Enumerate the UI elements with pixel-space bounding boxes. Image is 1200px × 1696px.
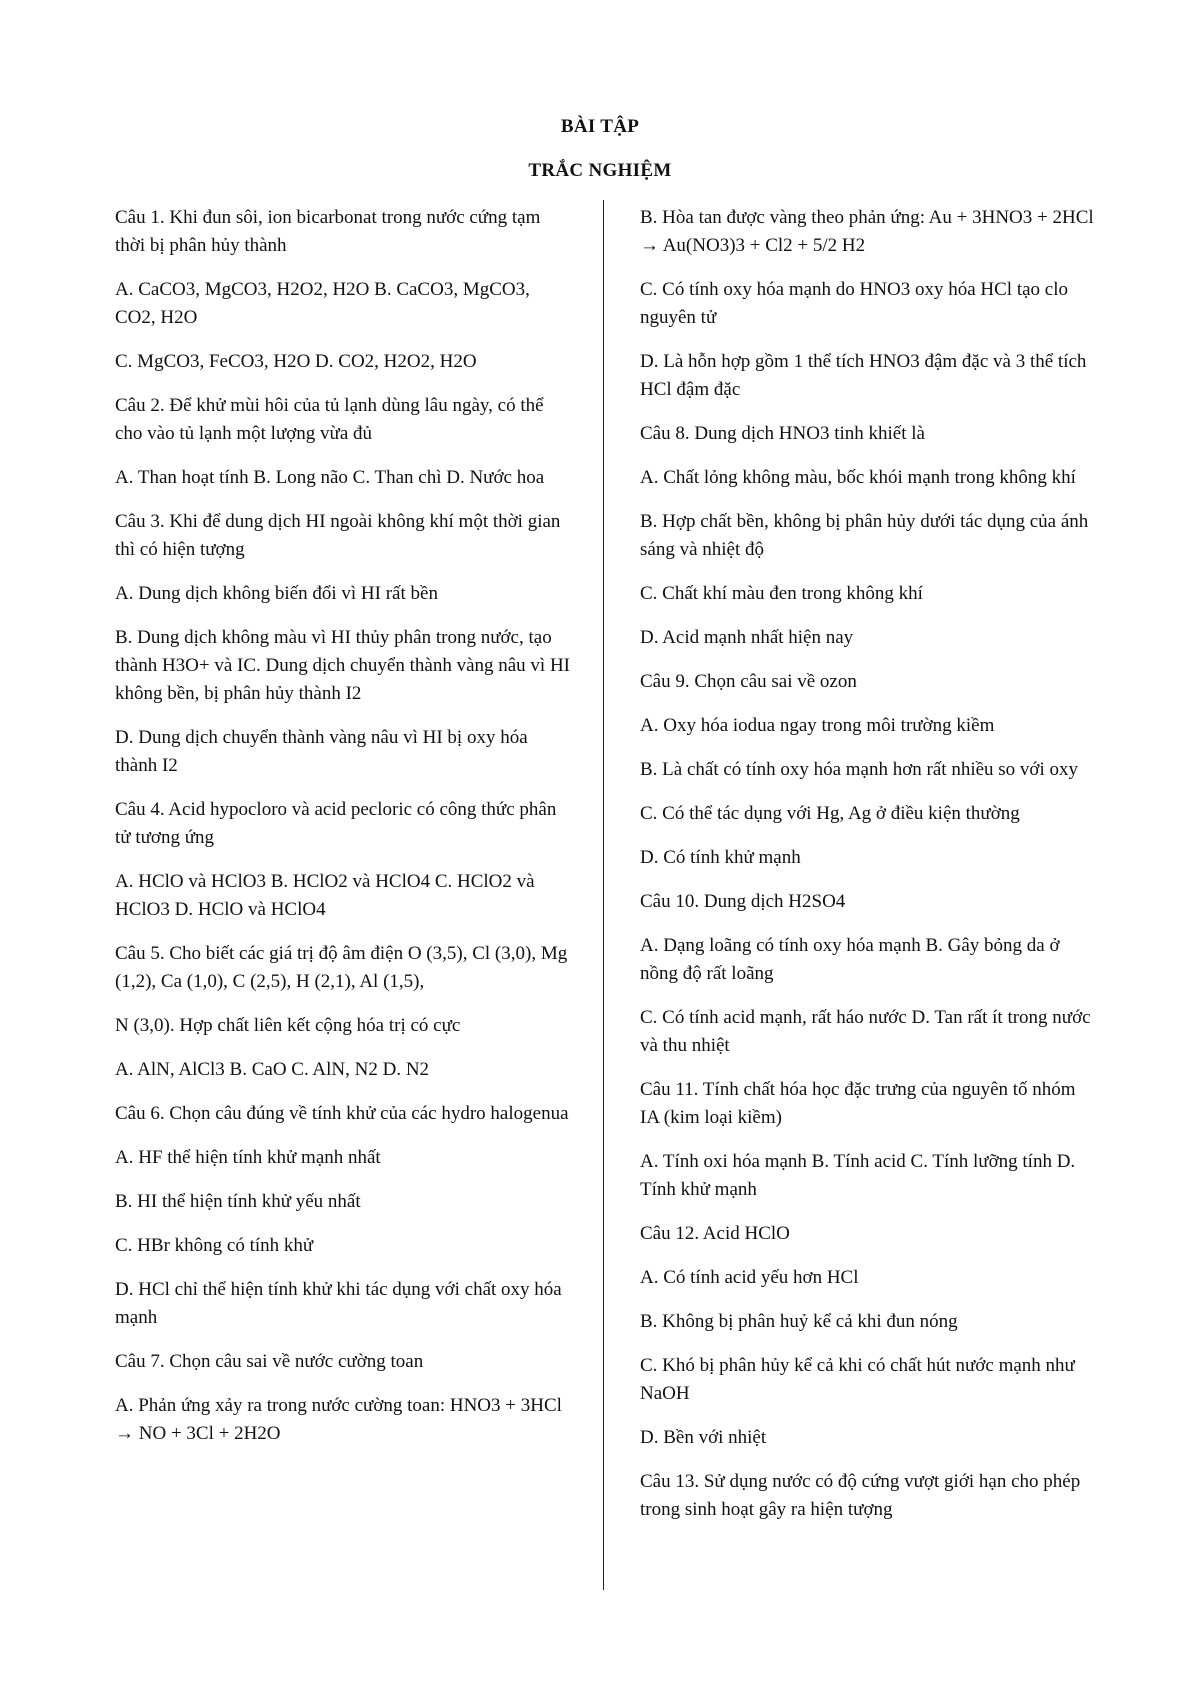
answer-line: B. HI thể hiện tính khử yếu nhất (115, 1191, 361, 1212)
question-line: Câu 9. Chọn câu sai về ozon (640, 671, 857, 692)
answer-line: B. Hợp chất bền, không bị phân hủy dưới tác dụng của ánh sáng và nhiệt độ (640, 511, 1089, 560)
answer-line: D. Bền với nhiệt (640, 1427, 767, 1448)
page-title: BÀI TẬP (560, 116, 640, 137)
answer-line: D. Acid mạnh nhất hiện nay (640, 627, 854, 648)
answer-line: D. Có tính khử mạnh (640, 847, 801, 868)
answer-line: C. Có tính oxy hóa mạnh do HNO3 oxy hóa HCl tạo clo nguyên tử (640, 279, 1068, 328)
page-subtitle: TRẮC NGHIỆM (528, 160, 672, 181)
question-line: N (3,0). Hợp chất liên kết cộng hóa trị có cực (115, 1015, 461, 1036)
answer-line: B. Dung dịch không màu vì HI thủy phân trong nước, tạo thành H3O+ và IC. Dung dịch chuyển thành vàng nâu vì HI không bền, bị phân hủy thành I2 (115, 627, 571, 704)
answer-line: A. Chất lỏng không màu, bốc khói mạnh trong không khí (640, 467, 1076, 488)
answer-line: B. Hòa tan được vàng theo phản ứng: Au + 3HNO3 + 2HCl → Au(NO3)3 + Cl2 + 5/2 H2 (640, 207, 1094, 256)
answer-line: D. Dung dịch chuyển thành vàng nâu vì HI bị oxy hóa thành I2 (115, 727, 528, 776)
question-line: Câu 12. Acid HClO (640, 1223, 790, 1244)
question-line: Câu 8. Dung dịch HNO3 tinh khiết là (640, 423, 925, 444)
answer-line: A. Than hoạt tính B. Long não C. Than chì D. Nước hoa (115, 467, 545, 488)
answer-line: D. Là hỗn hợp gồm 1 thể tích HNO3 đậm đặc và 3 thể tích HCl đậm đặc (640, 351, 1087, 400)
question-line: Câu 10. Dung dịch H2SO4 (640, 891, 846, 912)
question-line: Câu 7. Chọn câu sai về nước cường toan (115, 1351, 424, 1372)
question-line: Câu 13. Sử dụng nước có độ cứng vượt giới hạn cho phép trong sinh hoạt gây ra hiện tượng (640, 1471, 1081, 1520)
column-divider (603, 200, 604, 1590)
answer-line: B. Là chất có tính oxy hóa mạnh hơn rất nhiều so với oxy (640, 759, 1079, 780)
answer-line: C. HBr không có tính khử (115, 1235, 314, 1256)
question-line: Câu 6. Chọn câu đúng về tính khử của các hydro halogenua (115, 1103, 569, 1124)
question-line: Câu 3. Khi để dung dịch HI ngoài không khí một thời gian thì có hiện tượng (115, 511, 561, 560)
right-column (640, 204, 1095, 1540)
question-line: Câu 11. Tính chất hóa học đặc trưng của nguyên tố nhóm IA (kim loại kiềm) (640, 1079, 1076, 1128)
answer-line: C. MgCO3, FeCO3, H2O D. CO2, H2O2, H2O (115, 351, 477, 372)
answer-line: C. Có tính acid mạnh, rất háo nước D. Tan rất ít trong nước và thu nhiệt (640, 1007, 1091, 1056)
answer-line: A. Dung dịch không biến đổi vì HI rất bền (115, 583, 438, 604)
answer-line: A. Dạng loãng có tính oxy hóa mạnh B. Gây bỏng da ở nồng độ rất loãng (640, 935, 1060, 984)
answer-line: A. CaCO3, MgCO3, H2O2, H2O B. CaCO3, MgCO3, CO2, H2O (115, 279, 530, 328)
answer-line: A. Phản ứng xảy ra trong nước cường toan: HNO3 + 3HCl → NO + 3Cl + 2H2O (115, 1395, 562, 1444)
answer-line: A. Có tính acid yếu hơn HCl (640, 1267, 859, 1288)
answer-line: A. HF thể hiện tính khử mạnh nhất (115, 1147, 381, 1168)
answer-line: A. Tính oxi hóa mạnh B. Tính acid C. Tính lưỡng tính D. Tính khử mạnh (640, 1151, 1076, 1200)
answer-line: A. Oxy hóa iodua ngay trong môi trường kiềm (640, 715, 995, 736)
question-line: Câu 5. Cho biết các giá trị độ âm điện O (3,5), Cl (3,0), Mg (1,2), Ca (1,0), C (2,5), H (2,1), Al (1,5), (115, 943, 568, 992)
answer-line: D. HCl chỉ thể hiện tính khử khi tác dụng với chất oxy hóa mạnh (115, 1279, 562, 1328)
question-line: Câu 2. Để khử mùi hôi của tủ lạnh dùng lâu ngày, có thể cho vào tủ lạnh một lượng vừa đủ (115, 395, 544, 444)
answer-line: A. AlN, AlCl3 B. CaO C. AlN, N2 D. N2 (115, 1059, 430, 1080)
question-line: Câu 4. Acid hypocloro và acid pecloric có công thức phân tử tương ứng (115, 799, 557, 848)
answer-line: A. HClO và HClO3 B. HClO2 và HClO4 C. HClO2 và HClO3 D. HClO và HClO4 (115, 871, 535, 920)
left-column (115, 204, 570, 1464)
question-line: Câu 1. Khi đun sôi, ion bicarbonat trong nước cứng tạm thời bị phân hủy thành (115, 207, 541, 256)
answer-line: C. Có thể tác dụng với Hg, Ag ở điều kiện thường (640, 803, 1020, 824)
answer-line: C. Chất khí màu đen trong không khí (640, 583, 923, 604)
answer-line: B. Không bị phân huỷ kể cả khi đun nóng (640, 1311, 958, 1332)
answer-line: C. Khó bị phân hủy kể cả khi có chất hút nước mạnh như NaOH (640, 1355, 1075, 1404)
